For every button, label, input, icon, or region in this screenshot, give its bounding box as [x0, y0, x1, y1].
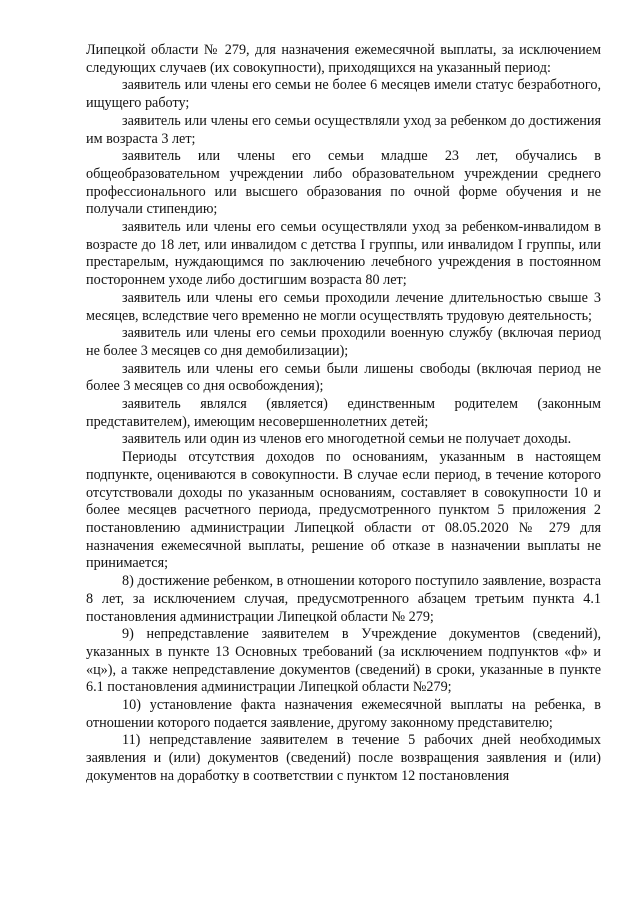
paragraph-unemployed: заявитель или члены его семьи не более 6 месяцев имели статус безработного, ищущего работу;: [86, 77, 601, 112]
paragraph-item-8: 8) достижение ребенком, в отношении которого поступило заявление, возраста 8 лет, за исключением случая, предусмотренного абзацем третьим пункта 4.1 постановления администрации Липецкой области № 279;: [86, 573, 601, 625]
paragraph-military: заявитель или члены его семьи проходили военную службу (включая период не более 3 месяцев со дня демобилизации);: [86, 325, 601, 359]
paragraph-large-family: заявитель или один из членов его многодетной семьи не получает доходы.: [122, 431, 572, 448]
paragraph-continuation: Липецкой области № 279, для назначения ежемесячной выплаты, за исключением следующих случаев (их совокупности), приходящихся на указанный период:: [86, 42, 601, 76]
paragraph-single-parent: заявитель являлся (является) единственным родителем (законным представителем), имеющим несовершеннолетних детей;: [86, 396, 601, 430]
paragraph-periods: Периоды отсутствия доходов по основаниям, указанным в настоящем подпункте, оцениваются в совокупности. В случае если период, в течение которого отсутствовали доходы по указанным основаниям, составляет в совокупности 10 и более месяцев расчетного периода, предусмотренного пунктом 5 приложения 2 постановлению администрации Липецкой области от 08.05.2020 № 279 для назначения ежемесячной выплаты, решение об отказе в назначении выплаты не принимается;: [86, 449, 601, 572]
paragraph-item-9: 9) непредставление заявителем в Учреждение документов (сведений), указанных в пункте 13 Основных требований (за исключением подпунктов «ф» и «ц»), а также непредставление документов (сведений) в сроки, указанные в пункте 6.1 постановления администрации Липецкой области №279;: [86, 626, 601, 696]
paragraph-imprisonment: заявитель или члены его семьи были лишены свободы (включая период не более 3 месяцев со дня освобождения);: [86, 360, 601, 395]
document-body: [86, 42, 601, 786]
paragraph-disabled-care: заявитель или члены его семьи осуществляли уход за ребенком-инвалидом в возрасте до 18 лет, или инвалидом с детства I группы, или инвалидом I группы, или престарелым, нуждающимся по заключению лечебного учреждения в постоянном постороннем уходе либо достигшим возраста 80 лет;: [86, 219, 601, 289]
paragraph-childcare: заявитель или члены его семьи осуществляли уход за ребенком до достижения им возраста 3 лет;: [86, 112, 601, 147]
paragraph-students: заявитель или члены его семьи младше 23 лет, обучались в общеобразовательном учреждении либо образовательном учреждении среднего профессионального или высшего образования по очной форме обучения и не получали стипендию;: [86, 148, 601, 218]
paragraph-item-11: 11) непредставление заявителем в течение 5 рабочих дней необходимых заявления и (или) документов (сведений) после возвращения заявления и (или) документов на доработку в соответствии с пунктом 12 постановления: [86, 732, 601, 784]
paragraph-treatment: заявитель или члены его семьи проходили лечение длительностью свыше 3 месяцев, вследствие чего временно не могли осуществлять трудовую деятельность;: [86, 289, 601, 324]
paragraph-item-10: 10) установление факта назначения ежемесячной выплаты на ребенка, в отношении которого подается заявление, другому законному представителю;: [86, 697, 601, 731]
